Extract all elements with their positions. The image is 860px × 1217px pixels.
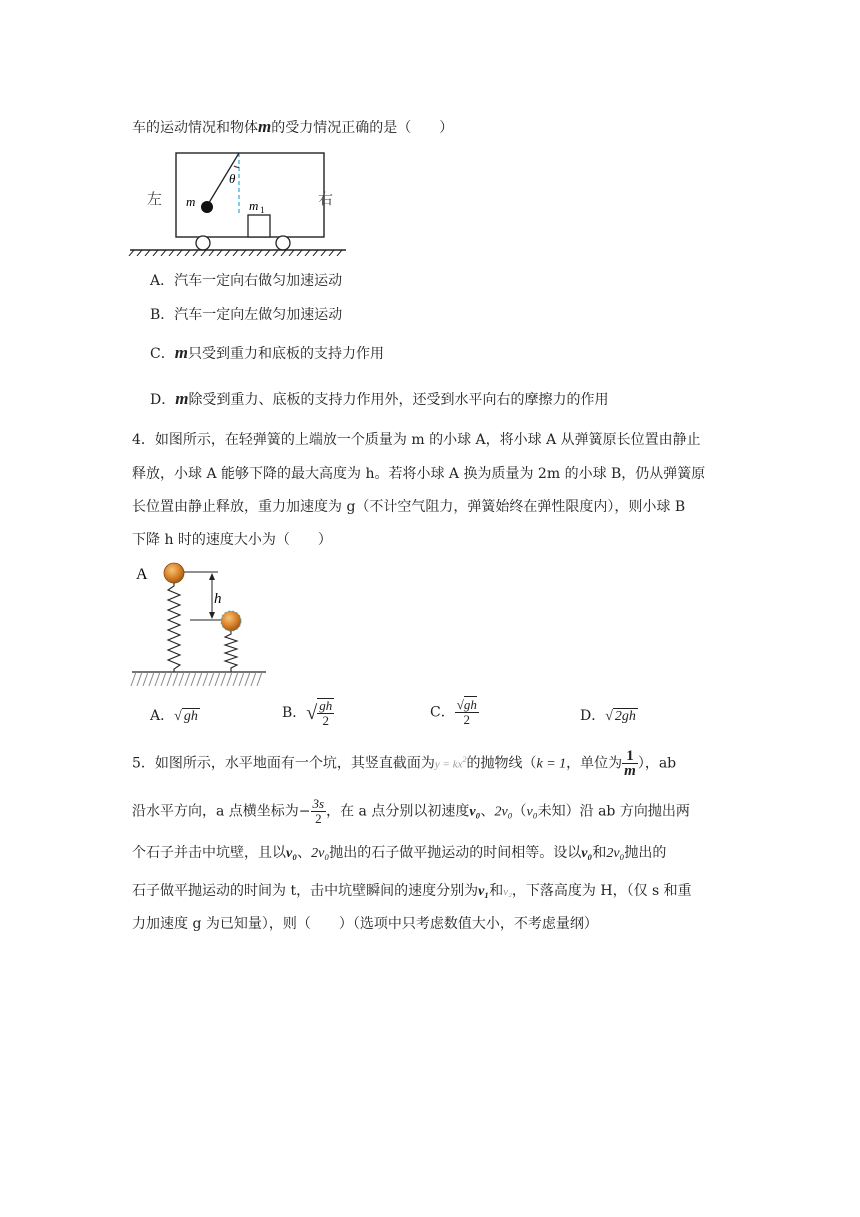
ball-b [221,611,241,631]
q4-ground-hatch [131,672,262,686]
q4-option-c-num: √gh [456,697,477,712]
q5-l3-a: 个石子并击中坑壁，且以 [132,845,286,861]
q4-option-d-prefix: D． [580,708,606,724]
q5-l2-b: ，在 a 点分别以初速度 [326,803,470,820]
mass-label: m [186,194,196,209]
q5-l1-a: 5．如图所示，水平地面有一个坑，其竖直截面为 [132,755,435,772]
q3-option-d-var: m [175,389,189,408]
q5-l4-v2: v₂ [503,886,512,898]
q5-l4-b: ，下落高度为 H，（仅 s 和重 [511,883,692,899]
q4-option-b-num: gh [319,698,333,713]
sqrt-sign: √ [306,702,318,724]
q3-option-b[interactable]: B．汽车一定向左做匀加速运动 [150,307,343,323]
q5-l1-unit [622,749,638,778]
q4-line-1: 4．如图所示，在轻弹簧的上端放一个质量为 m 的小球 A，将小球 A 从弹簧原长位置由静止 [132,432,701,448]
q3-option-d-prefix: D． [150,392,176,408]
q3-option-d-text: 除受到重力、底板的支持力作用外，还受到水平向右的摩擦力的作用 [188,392,609,408]
q5-l2-d: 未知）沿 ab 方向抛出两 [537,803,690,820]
q4-option-b-frac [317,698,334,728]
ball-a [164,563,184,583]
q5-l3-v0: v₀ [286,846,298,861]
q4-option-c[interactable] [430,698,479,727]
q5-l3-b: 抛出的石子做平抛运动的时间相等。设以 [329,845,582,861]
q3-right-label: 右 [318,190,334,208]
ground-hatch [129,250,342,256]
q4-line-2: 释放，小球 A 能够下降的最大高度为 h。若将小球 A 换为质量为 2m 的小球 B，仍从弹簧原 [132,466,706,482]
q5-l1-unit-den: m [624,763,636,779]
q5-l2-den: 2 [315,811,322,826]
q4-option-c-num-text: gh [463,697,477,712]
q5-l3-v0b: v₀ [581,846,593,861]
q5-l1-k: k = 1 [536,756,567,772]
q5-l4-and: 和 [489,883,504,899]
q5-l2-minus: − [298,803,311,820]
q5-l1-c: ，单位为 [566,755,623,772]
pendulum-ball [201,201,213,213]
q5-l2-c: （ [512,803,527,820]
q5-l3-c: 抛出的 [624,845,667,861]
q5-line-1 [132,749,676,778]
q3-stem [132,117,453,138]
q3-stem-b: 的受力情况正确的是（ ） [271,120,454,136]
q3-option-a[interactable]: A．汽车一定向右做匀加速运动 [150,273,343,289]
q3-option-c-prefix: C． [150,346,175,362]
label-h: h [214,591,222,607]
q4-option-c-frac [455,698,479,727]
q4-option-b-prefix: B． [282,705,307,721]
q4-option-c-den: 2 [463,712,471,727]
q4-option-c-prefix: C． [430,704,455,721]
q4-line-4: 下降 h 时的速度大小为（ ） [132,532,332,548]
q4-spring-figure [130,558,270,690]
q4-option-d[interactable] [580,706,638,727]
q5-l2-num: 3s [312,796,325,811]
wheel-left [196,236,210,250]
q5-line-4 [132,881,692,902]
block-m1 [248,215,270,237]
q3-option-c[interactable] [150,343,384,364]
label-a: A [136,566,148,583]
q3-option-d[interactable] [150,389,608,410]
q5-l1-unit-num: 1 [622,749,638,764]
angle-arc [234,166,239,167]
q5-l2-v0: v₀ [469,804,481,820]
q4-line-3: 长位置由静止释放，重力加速度为 g（不计空气阻力，弹簧始终在弹性限度内），则小球 B [132,499,686,515]
q4-option-a[interactable] [150,706,200,727]
q4-option-d-expr: 2gh [614,709,636,724]
h-arrow-down [209,612,215,619]
q5-line-2 [132,797,690,826]
q5-l2-a: 沿水平方向，a 点横坐标为 [132,803,299,820]
block-sub: 1 [260,205,265,215]
h-arrow-up [209,573,215,580]
q5-l1-eq-sup: 2 [462,754,467,764]
q3-left-label: 左 [147,190,163,208]
q5-l1-d: ），ab [637,755,677,772]
sqrt-sign: √ [605,709,613,724]
wheel-right [276,236,290,250]
q5-l2-sep: 、 [480,803,495,820]
q5-l3-and: 和 [592,845,607,861]
q5-l3-2v0: 2v₀ [311,846,330,861]
q5-l1-eq: y = kx [434,758,463,771]
q5-l2-frac [311,797,327,826]
q5-l2-v0b: v₀ [526,804,538,820]
q4-option-a-expr: gh [183,709,198,724]
q5-l3-sep: 、 [297,845,312,861]
q4-option-a-prefix: A． [150,708,175,724]
q3-option-c-text: 只受到重力和底板的支持力作用 [187,346,384,362]
q3-stem-var: m [258,117,272,136]
spring-a [168,583,180,672]
q5-l4-a: 石子做平抛运动的时间为 t，击中坑壁瞬间的速度分别为 [132,883,479,899]
q3-stem-a: 车的运动情况和物体 [132,120,258,136]
q5-l3-2v0b: 2v₀ [606,846,625,861]
q5-line-5: 力加速度 g 为已知量），则（ ）（选项中只考虑数值大小，不考虑量纲） [132,916,598,932]
q5-l2-2v0: 2v₀ [494,804,513,820]
q5-l1-b: 的抛物线（ [466,755,537,772]
q4-option-b[interactable] [282,698,334,728]
angle-label: θ [229,171,236,186]
q5-l4-v1: v₁ [478,884,490,899]
q4-option-b-den: 2 [322,713,330,728]
q5-line-3 [132,843,666,864]
q3-option-c-var: m [174,343,188,362]
block-label: m [249,198,259,213]
sqrt-sign: √ [174,709,182,724]
spring-b [225,631,237,672]
